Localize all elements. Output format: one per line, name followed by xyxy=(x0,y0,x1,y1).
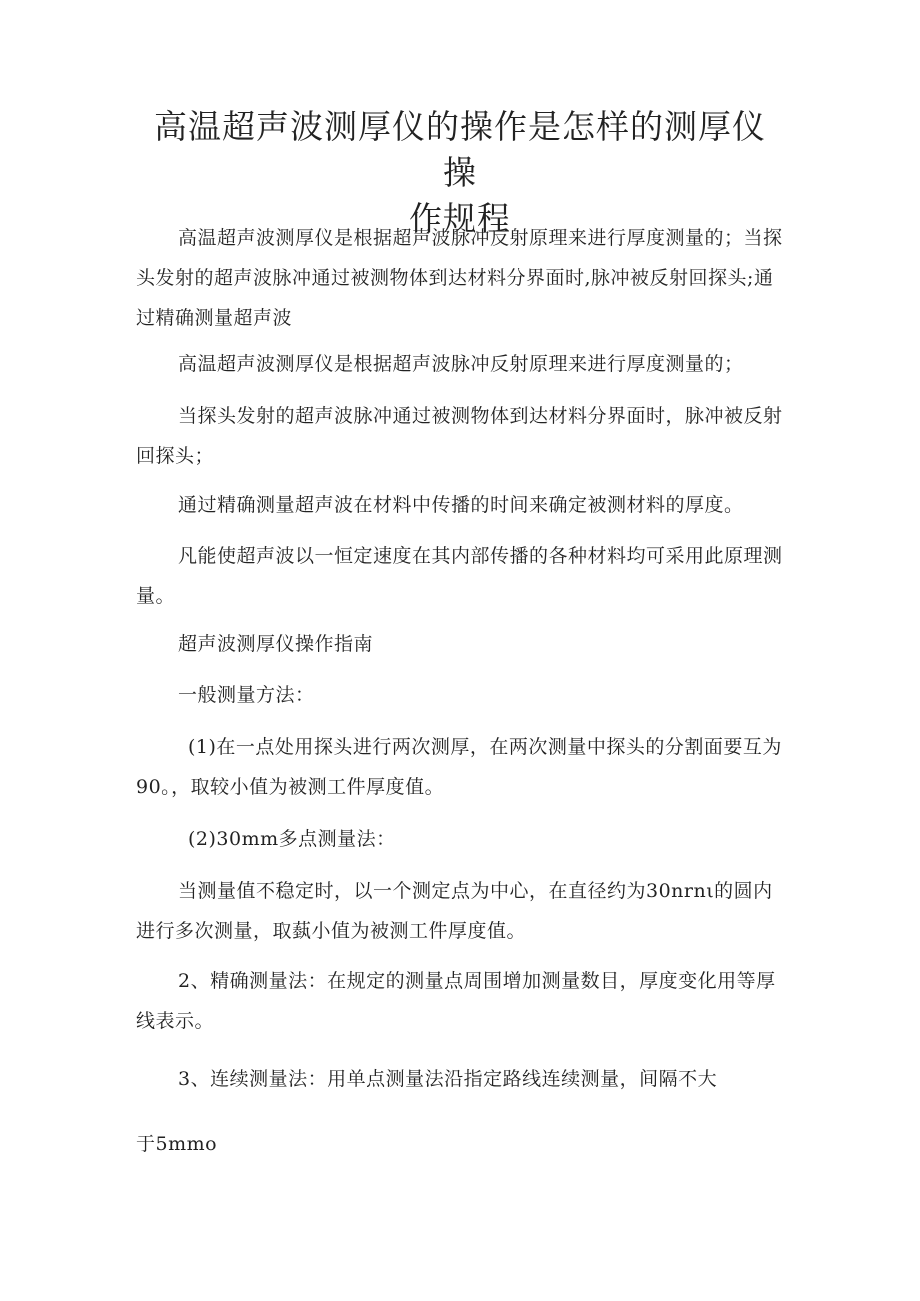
paragraph-materials: 凡能使超声波以一恒定速度在其内部传播的各种材料均可采用此原理测量。 xyxy=(136,545,783,607)
title-line-1: 高温超声波测厚仪的操作是怎样的测厚仪操 xyxy=(154,107,766,192)
section-heading-guide: 超声波测厚仪操作指南 xyxy=(178,633,374,655)
paragraph-continuous-interval: 于5mmo xyxy=(136,1133,218,1155)
paragraph-principle: 高温超声波测厚仪是根据超声波脉冲反射原理来进行厚度测量的； xyxy=(178,353,744,375)
paragraph-method-2: 当测量值不稳定时，以一个测定点为中心，在直径约为30nrnι的圆内进行多次测量，取蓺小值为被测工件厚度值。 xyxy=(136,880,773,942)
paragraph-method-2-heading: (2)30mm多点测量法： xyxy=(188,828,396,850)
paragraph-method-1: (1)在一点处用探头进行两次测厚，在两次测量中探头的分割面要互为90。，取较小值为被测工件厚度值。 xyxy=(136,736,782,798)
paragraph-probe: 当探头发射的超声波脉冲通过被测物体到达材料分界面时，脉冲被反射回探头； xyxy=(136,405,783,467)
paragraph-continuous-method: 3、连续测量法：用单点测量法沿指定路线连续测量，间隔不大 xyxy=(178,1068,718,1090)
title-line-2: 作规程 xyxy=(409,199,511,238)
paragraph-intro: 高温超声波测厚仪是根据超声波脉冲反射原理来进行厚度测量的；当探头发射的超声波脉冲通过被测物体到达材料分界面时,脉冲被反射回探头;通过精确测量超声波 xyxy=(136,227,783,329)
paragraph-measure-time: 通过精确测量超声波在材料中传播的时间来确定被测材料的厚度。 xyxy=(178,494,744,516)
section-heading-general: 一般测量方法： xyxy=(178,684,315,706)
paragraph-precise-method: 2、精确测量法：在规定的测量点周围增加测量数目，厚度变化用等厚线表示。 xyxy=(136,970,776,1032)
